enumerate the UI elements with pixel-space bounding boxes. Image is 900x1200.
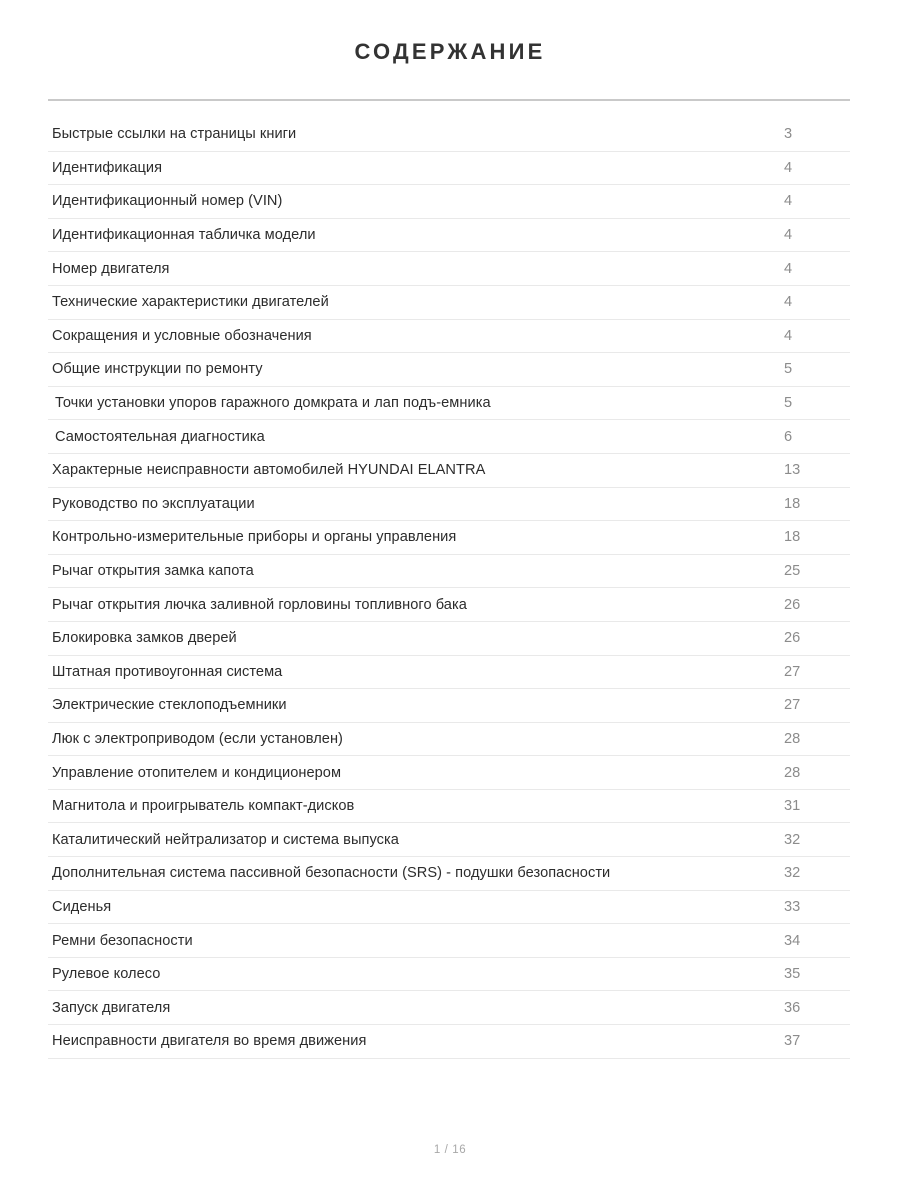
toc-entry[interactable]	[48, 823, 850, 857]
toc-entry-page-number: 5	[784, 395, 793, 412]
toc-entry-page-number: 32	[784, 865, 801, 882]
toc-entry-label: Контрольно-измерительные приборы и органы управления	[52, 529, 457, 546]
toc-entry-page-number: 4	[784, 193, 793, 210]
toc-entry-label: Ремни безопасности	[52, 932, 193, 949]
toc-entry[interactable]	[48, 219, 850, 253]
toc-entry-page-number: 37	[784, 1033, 801, 1050]
toc-entry[interactable]	[48, 857, 850, 891]
toc-entry-label: Самостоятельная диагностика	[55, 428, 265, 445]
toc-entry-label: Общие инструкции по ремонту	[52, 361, 263, 378]
toc-entry-label: Быстрые ссылки на страницы книги	[52, 126, 297, 143]
toc-entry[interactable]	[48, 1025, 850, 1059]
toc-entry-label: Номер двигателя	[52, 260, 170, 277]
toc-entry-label: Рычаг открытия лючка заливной горловины топливного бака	[52, 596, 467, 613]
toc-entry-page-number: 26	[784, 596, 801, 613]
toc-entry-page-number: 32	[784, 831, 801, 848]
toc-entry[interactable]	[48, 252, 850, 286]
toc-entry-page-number: 27	[784, 663, 801, 680]
toc-entry[interactable]	[48, 622, 850, 656]
toc-entry-page-number: 26	[784, 630, 801, 647]
toc-entry[interactable]	[48, 756, 850, 790]
toc-entry-page-number: 3	[784, 126, 793, 143]
toc-entry[interactable]	[48, 420, 850, 454]
toc-entry-label: Управление отопителем и кондиционером	[52, 764, 342, 781]
toc-entry[interactable]	[48, 689, 850, 723]
toc-entry[interactable]	[48, 588, 850, 622]
toc-entry[interactable]	[48, 488, 850, 522]
toc-entry-label: Электрические стеклоподъемники	[52, 697, 287, 714]
toc-entry-page-number: 18	[784, 529, 801, 546]
toc-entry-page-number: 36	[784, 999, 801, 1016]
page-footer: 1 / 16	[433, 1144, 467, 1156]
toc-entry[interactable]	[48, 656, 850, 690]
toc-entry-page-number: 6	[784, 428, 793, 445]
toc-entry-page-number: 18	[784, 495, 801, 512]
page-title: СОДЕРЖАНИЕ	[354, 39, 546, 64]
toc-entry-page-number: 4	[784, 294, 793, 311]
toc-entry-page-number: 4	[784, 159, 793, 176]
toc-entry-page-number: 33	[784, 898, 801, 915]
toc-entry-label: Запуск двигателя	[52, 999, 171, 1016]
toc-entry[interactable]	[48, 353, 850, 387]
toc-entry-label: Сиденья	[52, 898, 112, 915]
toc-entry-label: Каталитический нейтрализатор и система выпуска	[52, 831, 399, 848]
toc-entry-label: Характерные неисправности автомобилей HYUNDAI ELANTRA	[52, 462, 486, 479]
title-divider	[48, 99, 850, 101]
toc-entry[interactable]	[48, 924, 850, 958]
toc-entry-page-number: 31	[784, 798, 801, 815]
toc-entry-page-number: 35	[784, 966, 801, 983]
toc-entry[interactable]	[48, 991, 850, 1025]
toc-entry-label: Идентификационный номер (VIN)	[52, 193, 283, 210]
toc-entry-label: Блокировка замков дверей	[52, 630, 237, 647]
toc-entry-label: Технические характеристики двигателей	[52, 294, 329, 311]
toc-entry[interactable]	[48, 185, 850, 219]
toc-entry-label: Магнитола и проигрыватель компакт-дисков	[52, 798, 355, 815]
toc-entry[interactable]	[48, 958, 850, 992]
toc-entry-page-number: 28	[784, 764, 801, 781]
toc-entry-label: Руководство по эксплуатации	[52, 495, 255, 512]
toc-entry-label: Идентификационная табличка модели	[52, 227, 316, 244]
toc-entry[interactable]	[48, 152, 850, 186]
toc-entry[interactable]	[48, 521, 850, 555]
toc-entry[interactable]	[48, 286, 850, 320]
toc-entry-page-number: 4	[784, 327, 793, 344]
toc-entry-page-number: 34	[784, 932, 801, 949]
toc-entry-label: Неисправности двигателя во время движения	[52, 1033, 367, 1050]
toc-entry-label: Сокращения и условные обозначения	[52, 327, 312, 344]
toc-entry-label: Идентификация	[52, 159, 163, 176]
toc-entry[interactable]	[48, 723, 850, 757]
toc-entry-label: Точки установки упоров гаражного домкрата и лап подъ-емника	[55, 395, 491, 412]
toc-entry-label: Рычаг открытия замка капота	[52, 563, 254, 580]
toc-entry[interactable]	[48, 118, 850, 152]
toc-entry[interactable]	[48, 891, 850, 925]
toc-entry-page-number: 4	[784, 227, 793, 244]
toc-entry[interactable]	[48, 454, 850, 488]
toc-entry-page-number: 4	[784, 260, 793, 277]
toc-entry-page-number: 5	[784, 361, 793, 378]
toc-entry-label: Штатная противоугонная система	[52, 663, 283, 680]
toc-entry[interactable]	[48, 387, 850, 421]
toc-entry[interactable]	[48, 555, 850, 589]
toc-entry-label: Дополнительная система пассивной безопасности (SRS) - подушки безопасности	[52, 865, 611, 882]
table-of-contents	[48, 118, 850, 1059]
toc-entry-page-number: 13	[784, 462, 801, 479]
toc-entry-page-number: 25	[784, 563, 801, 580]
toc-entry[interactable]	[48, 320, 850, 354]
toc-entry[interactable]	[48, 790, 850, 824]
toc-entry-page-number: 28	[784, 730, 801, 747]
toc-entry-label: Люк с электроприводом (если установлен)	[52, 730, 343, 747]
toc-entry-label: Рулевое колесо	[52, 966, 161, 983]
toc-entry-page-number: 27	[784, 697, 801, 714]
